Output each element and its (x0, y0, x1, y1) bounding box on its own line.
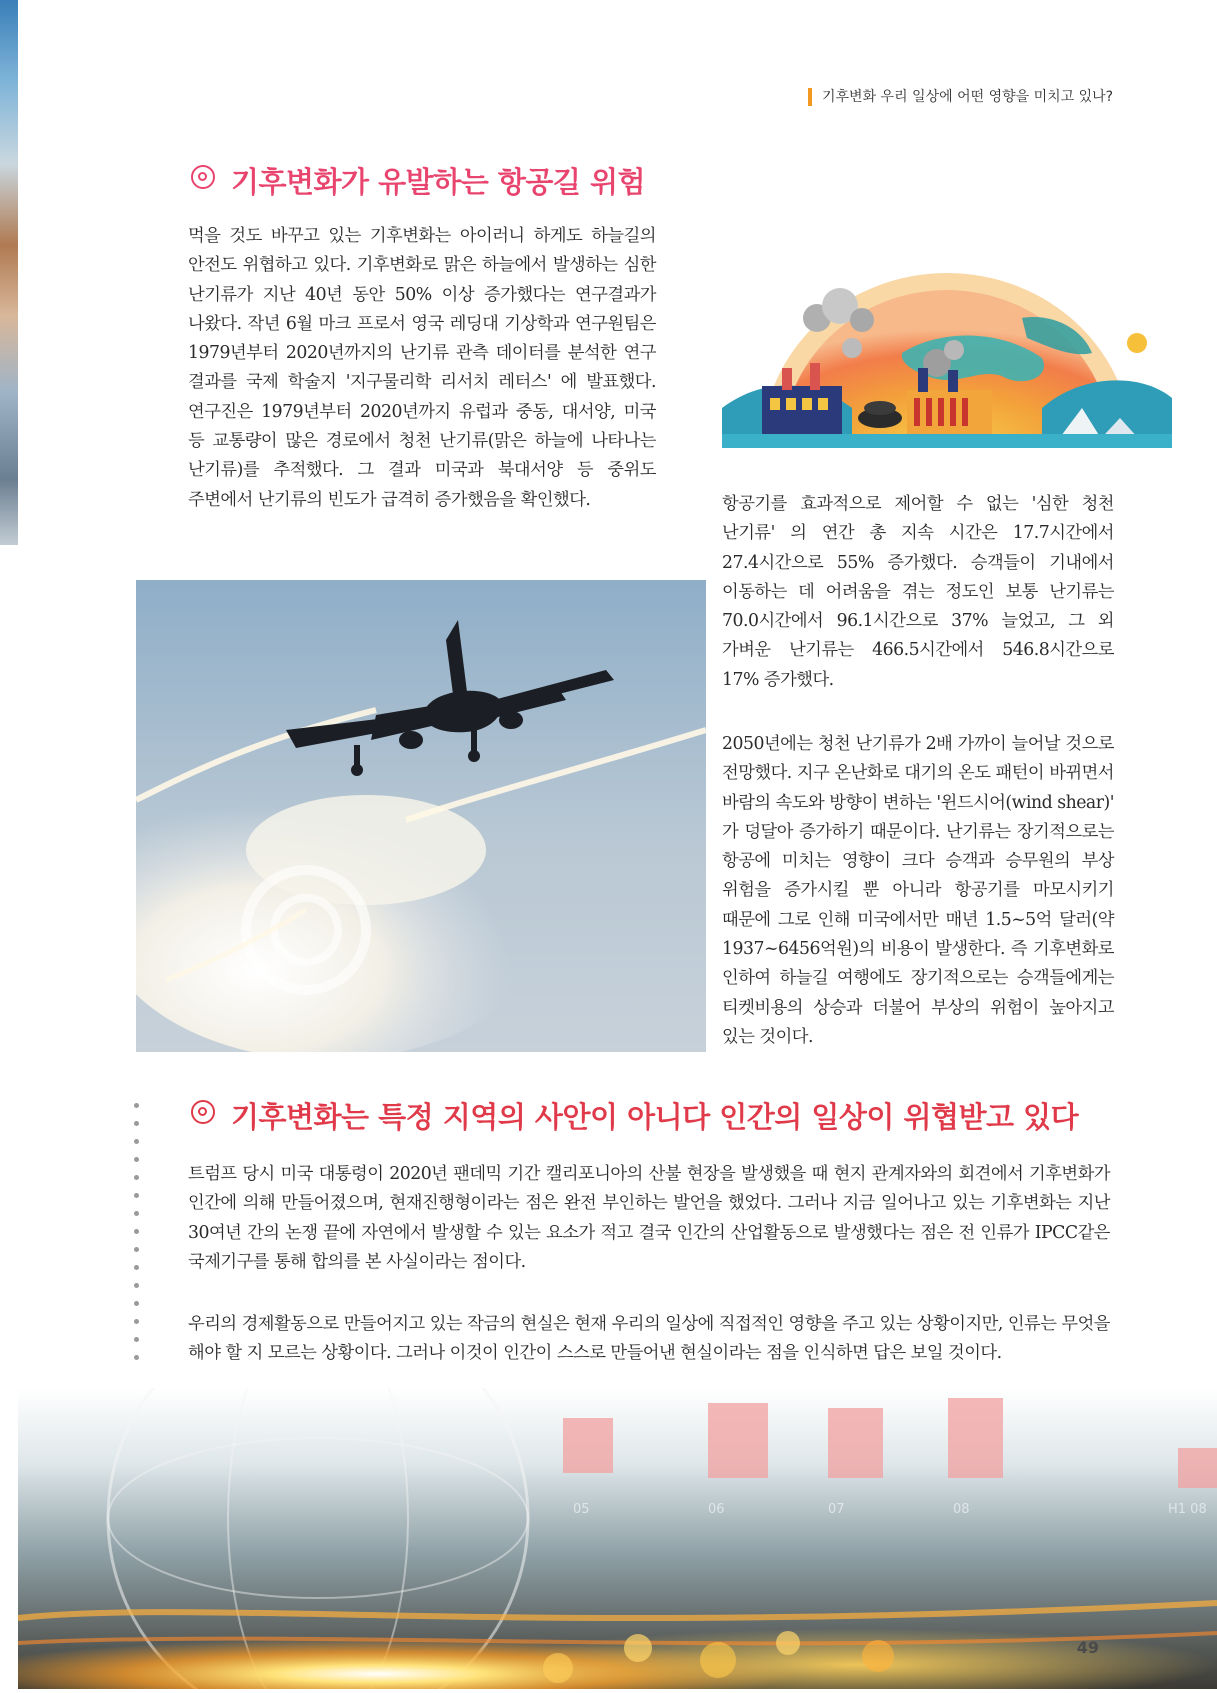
edge-photo-strip (0, 0, 18, 545)
dotted-divider (133, 1103, 141, 1363)
banner-chart-label: H1 08 (1168, 1502, 1207, 1517)
running-header-text: 기후변화 우리 일상에 어떤 영향을 미치고 있나? (822, 89, 1114, 105)
header-accent-bar (808, 88, 812, 106)
airplane-turbulence-photo (136, 580, 706, 1052)
page-number: 49 (1076, 1638, 1099, 1657)
section1-right-paragraph-1: 항공기를 효과적으로 제어할 수 없는 '심한 청천 난기류' 의 연간 총 지속 시간은 17.7시간에서 27.4시간으로 55% 증가했다. 승객들이 기내에서 이동하는 데 어려움을 겪는 정도인 보통 난기류는 70.0시간에서 96.1시간으로 37% 늘었고, 그 외 가벼운 난기류는 466.5시간에서 546.8시간으로 17% 증가했다. (722, 494, 1114, 690)
climate-illustration-graphic (722, 258, 1172, 448)
section1-title: 기후변화가 유발하는 항공길 위험 (231, 165, 645, 199)
bottom-decorative-banner (18, 1388, 1217, 1689)
section1-right-paragraph-2: 2050년에는 청천 난기류가 2배 가까이 늘어날 것으로 전망했다. 지구 온난화로 대기의 온도 패턴이 바뀌면서 바람의 속도와 방향이 변하는 '윈드시어(wind shear)' 가 덩달아 증가하기 때문이다. 난기류는 장기적으로는 항공에 미치는 영향이 크다 승객과 승무원의 부상 위험을 증가시킬 뿐 아니라 항공기를 마모시키기 때문에 그로 인해 미국에서만 매년 1.5~5억 달러(약 1937~6456억원)의 비용이 발생한다. 즉 기후변화로 인하여 하늘길 여행에도 장기적으로는 승객들에게는 티켓비용의 상승과 더불어 부상의 위험이 높아지고 있는 것이다. (722, 734, 1114, 1047)
airplane-photo-graphic (136, 580, 706, 1052)
banner-chart-label: 05 (573, 1502, 590, 1517)
banner-chart-label: 06 (708, 1502, 725, 1517)
banner-chart-label: 07 (828, 1502, 845, 1517)
section2-heading (191, 1095, 1091, 1139)
section2-paragraph-2: 우리의 경제활동으로 만들어지고 있는 작금의 현실은 현재 우리의 일상에 직접적인 영향을 주고 있는 상황이지만, 인류는 무엇을 해야 할 지 모르는 상황이다. 그러나 이것이 인간이 스스로 만들어낸 현실이라는 점을 인식하면 답은 보일 것이다. (188, 1314, 1110, 1364)
bullseye-icon (191, 165, 215, 189)
climate-illustration (722, 258, 1172, 448)
bullseye-icon (191, 1100, 215, 1124)
banner-chart-label: 08 (953, 1502, 970, 1517)
running-header (808, 86, 1188, 108)
globe-chart-banner-graphic (18, 1388, 1217, 1689)
section2-paragraph-1: 트럼프 당시 미국 대통령이 2020년 팬데믹 기간 캘리포니아의 산불 현장을 발생했을 때 현지 관계자와의 회견에서 기후변화가 인간에 의해 만들어졌으며, 현재진행형이라는 점은 완전 부인하는 발언을 했었다. 그러나 지금 일어나고 있는 기후변화는 지난 30여년 간의 논쟁 끝에 자연에서 발생할 수 있는 요소가 적고 결국 인간의 산업활동으로 발생했다는 점은 전 인류가 IPCC같은 국제기구를 통해 합의를 본 사실이라는 점이다. (188, 1164, 1110, 1272)
section1-heading (191, 160, 711, 204)
section1-left-paragraph: 먹을 것도 바꾸고 있는 기후변화는 아이러니 하게도 하늘길의 안전도 위협하고 있다. 기후변화로 맑은 하늘에서 발생하는 심한 난기류가 지난 40년 동안 50% 이상 증가했다는 연구결과가 나왔다. 작년 6월 마크 프로서 영국 레딩대 기상학과 연구원팀은 1979년부터 2020년까지의 난기류 관측 데이터를 분석한 연구 결과를 국제 학술지 '지구물리학 리서치 레터스' 에 발표했다. 연구진은 1979년부터 2020년까지 유럽과 중동, 대서양, 미국 등 교통량이 많은 경로에서 청천 난기류(맑은 하늘에 나타나는 난기류)를 추적했다. 그 결과 미국과 북대서양 등 중위도 주변에서 난기류의 빈도가 급격히 증가했음을 확인했다. (188, 226, 656, 510)
section2-title: 기후변화는 특정 지역의 사안이 아니다 인간의 일상이 위협받고 있다 (231, 1100, 1079, 1134)
